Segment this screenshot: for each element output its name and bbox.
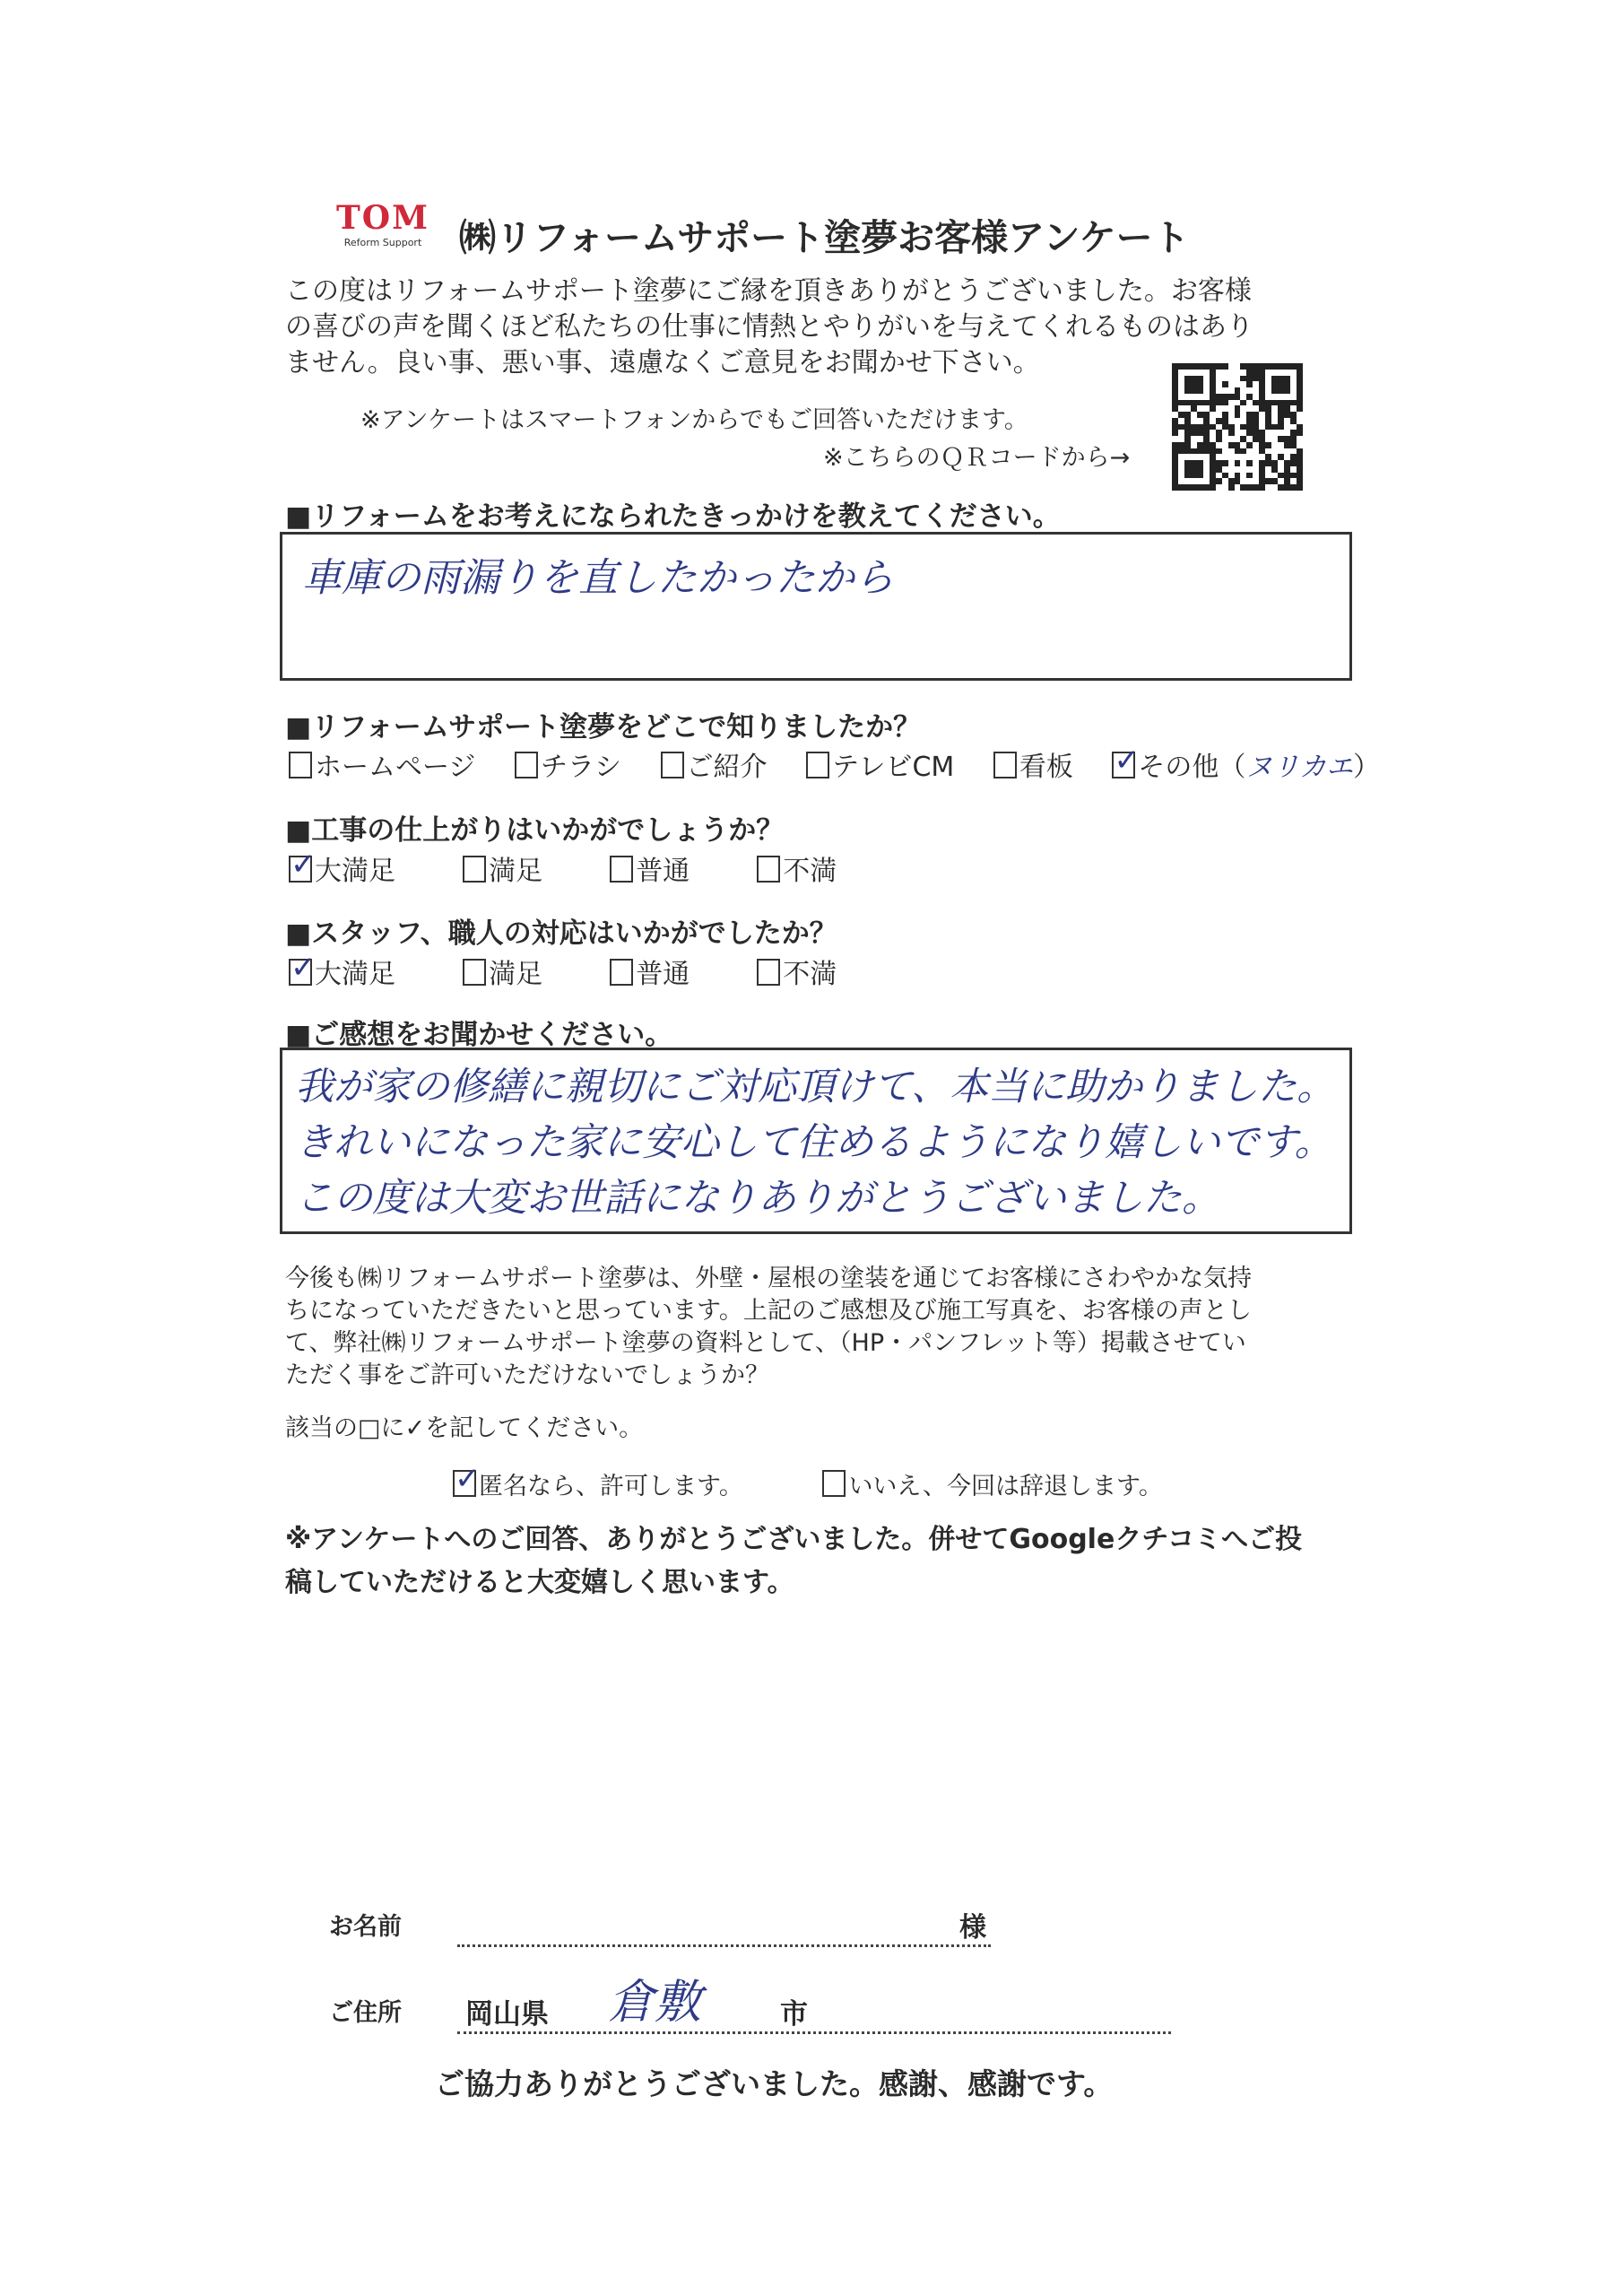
option-label: 不満 [783, 959, 837, 990]
option-label: チラシ [540, 752, 621, 783]
handwritten-comments [295, 1059, 1335, 1226]
question-heading: ■工事の仕上がりはいかがでしょうか？ [285, 814, 785, 847]
paragraph-line: て、弊社㈱リフォームサポート塗夢の資料として、（HP・パンフレット等）掲載させてい [285, 1329, 1246, 1357]
option-label: 満足 [489, 959, 543, 990]
comment-line: きれいになった家に安心して住めるようになり嬉しいです。 [295, 1120, 1333, 1165]
checkbox-referral[interactable] [661, 752, 768, 783]
finish-rating-options [289, 848, 867, 888]
note-line: 稿していただけると大変嬉しく思います。 [285, 1567, 794, 1598]
company-logo [334, 199, 432, 248]
checkbox[interactable] [463, 959, 486, 986]
intro-line: この度はリフォームサポート塗夢にご縁を頂きありがとうございました。お客様 [285, 275, 1252, 307]
radio-average[interactable] [610, 959, 690, 990]
checkbox-tv-cm[interactable] [806, 752, 954, 783]
option-label: テレビCM [832, 752, 955, 783]
handwritten-other: ヌリカエ [1245, 752, 1354, 783]
paragraph-line: 今後も㈱リフォームサポート塗夢は、外壁・屋根の塗装を通じてお客様にさわやかな気持 [285, 1265, 1253, 1292]
staff-rating-options [289, 952, 867, 991]
permission-instruction: 該当の□に✓を記してください。 [285, 1414, 644, 1442]
question-heading: ■ご感想をお聞かせください。 [285, 1019, 673, 1051]
intro-text [285, 274, 1253, 381]
checkbox[interactable] [993, 752, 1017, 778]
permission-paragraph [285, 1263, 1252, 1392]
logo-mark: TOM [336, 199, 429, 237]
checkbox[interactable] [661, 752, 684, 778]
logo-subtitle: Reform Support [343, 237, 422, 248]
intro-line: の喜びの声を聞くほど私たちの仕事に情熱とやりがいを与えてくれるものはあり [285, 311, 1253, 343]
option-label: 大満足 [315, 959, 395, 990]
question-heading: ■リフォームサポート塗夢をどこで知りましたか？ [285, 711, 922, 744]
radio-dissatisfied[interactable] [757, 959, 837, 990]
name-label: お名前 [329, 1913, 402, 1941]
question-heading: ■リフォームをお考えになられたきっかけを教えてください。 [285, 500, 1061, 533]
paragraph-line: ちになっていただきたいと思っています。上記のご感想及び施工写真を、お客様の声とし [285, 1297, 1252, 1325]
checkbox[interactable] [463, 856, 486, 883]
checkbox[interactable] [610, 959, 633, 986]
closing-thanks: ご協力ありがとうございました。感謝、感謝です。 [435, 2066, 1114, 2101]
address-prefecture: 岡山県 [465, 1998, 549, 2031]
permission-options [453, 1466, 1163, 1501]
answer-box-comments[interactable] [280, 1048, 1352, 1234]
checkbox-checked[interactable] [453, 1470, 476, 1497]
address-label: ご住所 [329, 1999, 402, 2027]
checkbox-other[interactable] [1112, 752, 1380, 783]
checkbox[interactable] [515, 752, 538, 778]
handwritten-answer: 車庫の雨漏りを直したかったから [302, 555, 894, 601]
smartphone-note: ※アンケートはスマートフォンからでもご回答いただけます。 [360, 406, 1028, 434]
option-label: 大満足 [315, 856, 395, 887]
checkbox-checked[interactable] [289, 856, 312, 883]
handwritten-city: 倉敷 [608, 1976, 702, 2030]
option-label: いいえ、今回は辞退します。 [848, 1473, 1163, 1500]
radio-very-satisfied[interactable] [289, 959, 395, 990]
checkbox-flyer[interactable] [515, 752, 621, 783]
checkbox[interactable] [806, 752, 829, 778]
checkbox-signboard[interactable] [993, 752, 1073, 783]
answer-box-reason[interactable] [280, 532, 1352, 681]
address-field[interactable] [457, 2005, 1171, 2034]
radio-very-satisfied[interactable] [289, 856, 395, 887]
option-label: 普通 [636, 959, 690, 990]
name-field[interactable] [457, 1919, 991, 1947]
qr-note: ※こちらのＱＲコードから→ [823, 444, 1131, 472]
checkbox[interactable] [289, 752, 312, 778]
checkbox[interactable] [757, 959, 780, 986]
checkbox-checked[interactable] [289, 959, 312, 986]
comment-line: この度は大変お世話になりありがとうございました。 [295, 1176, 1220, 1221]
option-label: その他（ [1138, 752, 1246, 783]
paragraph-line: ただく事をご許可いただけないでしょうか？ [285, 1361, 769, 1389]
checkbox-homepage[interactable] [289, 752, 475, 783]
question-heading: ■スタッフ、職人の対応はいかがでしたか？ [285, 918, 837, 950]
note-line: ※アンケートへのご回答、ありがとうございました。併せてGoogleクチコミへご投 [285, 1524, 1303, 1555]
radio-average[interactable] [610, 856, 690, 887]
radio-satisfied[interactable] [463, 856, 542, 887]
option-label: 匿名なら、許可します。 [479, 1473, 743, 1500]
option-label: 看板 [1019, 752, 1073, 783]
checkbox-decline[interactable] [822, 1473, 1162, 1500]
source-options [289, 744, 1380, 784]
checkbox-checked[interactable] [1112, 752, 1135, 778]
option-label: ご紹介 [686, 752, 768, 783]
qr-code[interactable] [1172, 363, 1303, 491]
radio-satisfied[interactable] [463, 959, 542, 990]
checkbox[interactable] [822, 1470, 846, 1497]
paren-close: ） [1353, 752, 1381, 783]
option-label: ホームページ [315, 752, 476, 783]
option-label: 不満 [783, 856, 837, 887]
checkbox[interactable] [610, 856, 633, 883]
google-review-note [285, 1518, 1302, 1605]
option-label: 普通 [636, 856, 690, 887]
checkbox[interactable] [757, 856, 780, 883]
page-title: ㈱リフォームサポート塗夢お客様アンケート [459, 216, 1190, 259]
address-city-suffix: 市 [780, 1998, 808, 2031]
intro-line: ません。良い事、悪い事、遠慮なくご意見をお聞かせ下さい。 [285, 347, 1040, 378]
name-suffix: 様 [959, 1912, 986, 1944]
option-label: 満足 [489, 856, 543, 887]
checkbox-allow-anonymous[interactable] [453, 1473, 743, 1500]
comment-line: 我が家の修繕に親切にご対応頂けて、本当に助かりました。 [295, 1065, 1336, 1109]
radio-dissatisfied[interactable] [757, 856, 837, 887]
